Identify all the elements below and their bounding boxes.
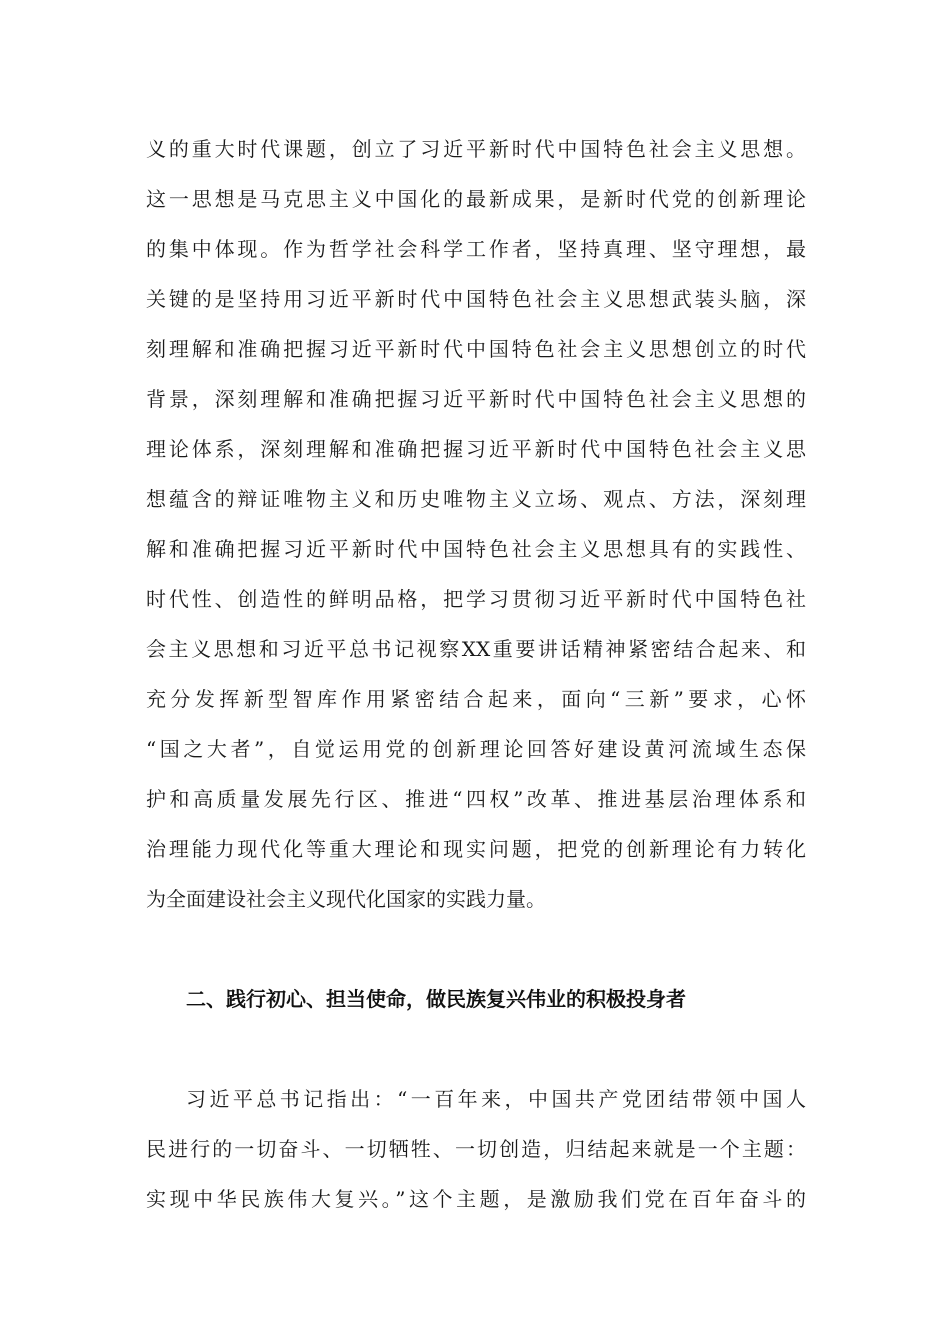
- paragraph-line: 这一思想是马克思主义中国化的最新成果，是新时代党的创新理论: [146, 187, 806, 211]
- paragraph-line: 会主义思想和习近平总书记视察XX重要讲话精神紧密结合起来、和: [146, 637, 806, 661]
- paragraph-line: 民进行的一切奋斗、一切牺牲、一切创造，归结起来就是一个主题：: [146, 1137, 806, 1161]
- paragraph-line: 义的重大时代课题，创立了习近平新时代中国特色社会主义思想。: [146, 137, 806, 161]
- paragraph-line: 刻理解和准确把握习近平新时代中国特色社会主义思想创立的时代: [146, 337, 806, 361]
- section-heading: 二、践行初心、担当使命，做民族复兴伟业的积极投身者: [186, 987, 686, 1011]
- paragraph-line: 时代性、创造性的鲜明品格，把学习贯彻习近平新时代中国特色社: [146, 587, 806, 611]
- paragraph-line: 理论体系，深刻理解和准确把握习近平新时代中国特色社会主义思: [146, 437, 806, 461]
- paragraph-line: 背景，深刻理解和准确把握习近平新时代中国特色社会主义思想的: [146, 387, 806, 411]
- paragraph-line: 护和高质量发展先行区、推进“四权”改革、推进基层治理体系和: [146, 787, 806, 811]
- paragraph-line: 为全面建设社会主义现代化国家的实践力量。: [146, 887, 546, 911]
- paragraph-line: 习近平总书记指出：“一百年来，中国共产党团结带领中国人: [186, 1087, 806, 1111]
- paragraph-line: 解和准确把握习近平新时代中国特色社会主义思想具有的实践性、: [146, 537, 806, 561]
- paragraph-line: 治理能力现代化等重大理论和现实问题，把党的创新理论有力转化: [146, 837, 806, 861]
- paragraph-line: “国之大者”，自觉运用党的创新理论回答好建设黄河流域生态保: [146, 737, 806, 761]
- paragraph-line: 充分发挥新型智库作用紧密结合起来，面向“三新”要求，心怀: [146, 687, 806, 711]
- paragraph-line: 关键的是坚持用习近平新时代中国特色社会主义思想武装头脑，深: [146, 287, 806, 311]
- paragraph-line: 的集中体现。作为哲学社会科学工作者，坚持真理、坚守理想，最: [146, 237, 806, 261]
- paragraph-line: 想蕴含的辩证唯物主义和历史唯物主义立场、观点、方法，深刻理: [146, 487, 806, 511]
- paragraph-line: 实现中华民族伟大复兴。”这个主题，是激励我们党在百年奋斗的: [146, 1187, 806, 1211]
